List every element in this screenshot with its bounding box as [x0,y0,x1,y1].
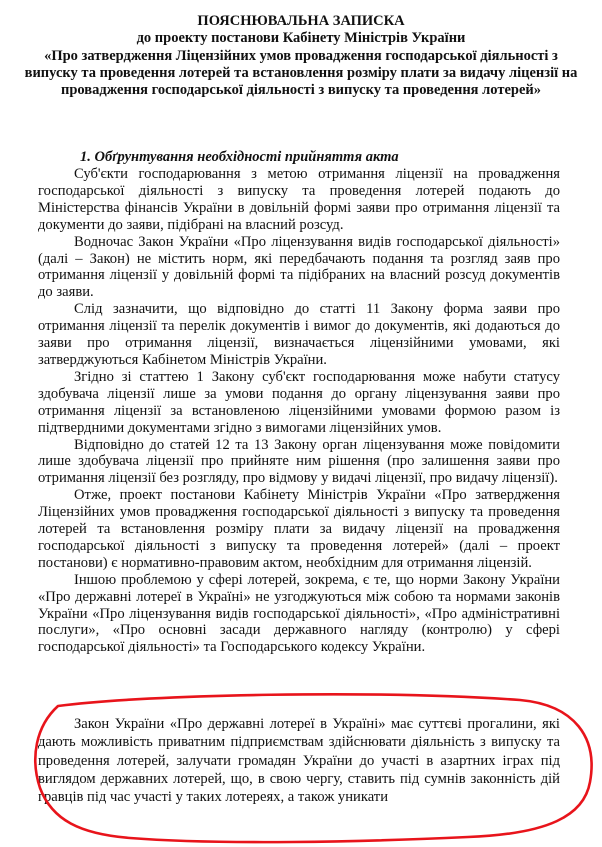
paragraph-7: Іншою проблемою у сфері лотерей, зокрема, є те, що норми Закону України «Про державні лотереї в Україні» не узгоджуються між собою та нормами законів України «Про ліцензування видів господарської діяльності», «Про адміністративні послуги», «Про основні засади державного нагляду (контролю) у сфері господарської діяльності» та Господарського кодексу України. [38,571,560,656]
paragraph-1: Суб'єкти господарювання з метою отримання ліцензії на провадження господарської діяльності з випуску та проведення лотерей подають до Міністерства фінансів України в довільній формі заяви про отримання ліцензії та документи до заяви, підібрані на власний розсуд. [38,166,560,233]
paragraph-5: Відповідно до статей 12 та 13 Закону орган ліцензування може повідомити лише здобувача ліцензії про прийняте ним рішення (про залишення заяви про отримання ліцензії без розгляду, про відмову у видачі ліцензії, про видачу ліцензії). [38,436,560,487]
header-line-1: до проекту постанови Кабінету Міністрів України [136,30,466,47]
section-title: 1. Обґрунтування необхідності прийняття акта [80,149,399,165]
paragraph-6: Отже, проект постанови Кабінету Міністрів України «Про затвердження Ліцензійних умов провадження господарської діяльності з випуску та проведення лотерей та встановлення розміру плати за видачу ліцензії на провадження господарської діяльності з випуску та проведення лотерей» (далі – проект постанови) є нормативно-правовим актом, необхідним для отримання ліцензій. [38,487,560,571]
paragraph-4: Згідно зі статтею 1 Закону суб'єкт господарювання може набути статусу здобувача ліцензії лише за умови подання до органу ліцензування заяви про отримання ліцензії за встановленою ліцензійними умовами формою разом із підтвердними документами згідно з вимогами ліцензійних умов. [38,368,560,436]
red-marker-loop [35,694,591,842]
document-title: ПОЯСНЮВАЛЬНА ЗАПИСКА [197,13,405,29]
header-line-2: «Про затвердження Ліцензійних умов провадження господарської діяльності з випуску та проведення лотерей та встановлення розміру плати за видачу ліцензії на провадження господарської діяльності з випуску та проведення лотерей» [24,47,578,99]
paragraph-3: Слід зазначити, що відповідно до статті 11 Закону форма заяви про отримання ліцензії та перелік документів і вимог до документів, які додаються до заяви про отримання ліцензії, визначається ліцензійними умовами, які затверджуються Кабінетом Міністрів України. [38,301,560,368]
paragraph-2: Водночас Закон України «Про ліцензування видів господарської діяльності» (далі – Закон) не містить норм, які передбачають подання та розгляд заяв про отримання ліцензії у довільній формі та підібраних на власний розсуд документів до заяви. [38,233,560,301]
highlighted-paragraph: Закон України «Про державні лотереї в Україні» має суттєві прогалини, які дають можливість приватним підприємствам здійснювати діяльність з випуску та проведення лотерей, залучати громадян України до участі в азартних іграх під виглядом державних лотерей, що, в свою чергу, ставить під сумнів законність дій гравців під час участі у таких лотереях, а також уникати [38,716,560,806]
